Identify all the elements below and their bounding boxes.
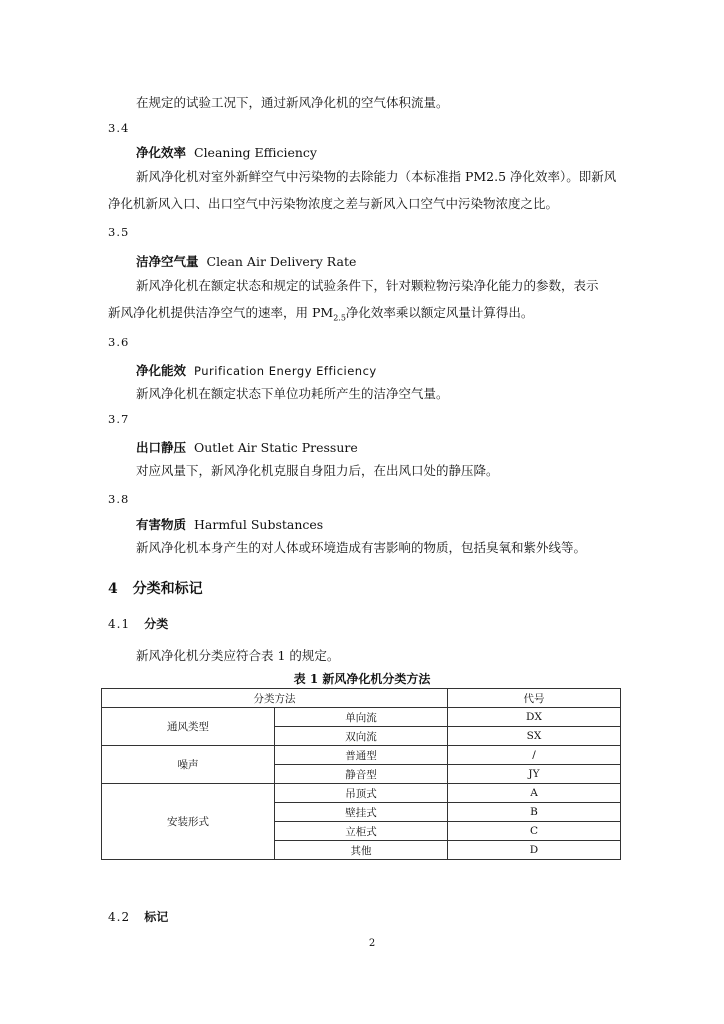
classification-table bbox=[101, 688, 621, 860]
chapter-number: 4 bbox=[108, 581, 118, 597]
term-en: Harmful Substances bbox=[194, 517, 324, 532]
definition-line: 新风净化机在额定状态和规定的试验条件下，针对颗粒物污染净化能力的参数，表示 bbox=[136, 278, 599, 293]
term-en: Clean Air Delivery Rate bbox=[206, 254, 357, 269]
code-cell: SX bbox=[448, 727, 621, 746]
code-cell: B bbox=[448, 803, 621, 822]
term-cn: 有害物质 bbox=[136, 517, 187, 532]
term-cn: 净化效率 bbox=[136, 145, 187, 160]
code-cell: DX bbox=[448, 708, 621, 727]
intro-line: 在规定的试验工况下，通过新风净化机的空气体积流量。 bbox=[136, 95, 449, 110]
definition-line: 新风净化机本身产生的对人体或环境造成有害影响的物质，包括臭氧和紫外线等。 bbox=[136, 540, 587, 555]
section-number: 3.7 bbox=[108, 412, 130, 426]
page-number: 2 bbox=[368, 938, 376, 949]
definition-text: 净化效率乘以额定风量计算得出。 bbox=[345, 305, 534, 320]
group-name: 噪声 bbox=[102, 746, 275, 784]
term-heading bbox=[136, 145, 317, 161]
subsection-number: 4.2 bbox=[108, 910, 131, 924]
section-number: 3.4 bbox=[108, 121, 130, 135]
code-cell: C bbox=[448, 822, 621, 841]
table-header-row bbox=[102, 689, 621, 708]
term-en: Outlet Air Static Pressure bbox=[194, 440, 358, 455]
table-row bbox=[102, 784, 621, 803]
term-en: Cleaning Efficiency bbox=[194, 145, 317, 160]
subsection-number: 4.1 bbox=[108, 617, 131, 631]
term-en: Purification Energy Efficiency bbox=[194, 364, 377, 378]
code-cell: D bbox=[448, 841, 621, 860]
table-caption: 表 1 新风净化机分类方法 bbox=[293, 672, 431, 686]
section-number: 3.8 bbox=[108, 492, 130, 506]
definition-line: 新风净化机在额定状态下单位功耗所产生的洁净空气量。 bbox=[136, 386, 449, 401]
group-name: 安装形式 bbox=[102, 784, 275, 860]
table-row bbox=[102, 746, 621, 765]
type-cell: 吊顶式 bbox=[275, 784, 448, 803]
subscript: 2.5 bbox=[333, 313, 346, 323]
chapter-heading bbox=[108, 578, 203, 598]
code-cell: JY bbox=[448, 765, 621, 784]
header-method: 分类方法 bbox=[102, 689, 448, 708]
code-cell: A bbox=[448, 784, 621, 803]
term-heading bbox=[136, 440, 358, 456]
subsection-heading bbox=[108, 908, 168, 925]
type-cell: 普通型 bbox=[275, 746, 448, 765]
type-cell: 单向流 bbox=[275, 708, 448, 727]
group-name: 通风类型 bbox=[102, 708, 275, 746]
chapter-title: 分类和标记 bbox=[132, 581, 203, 597]
paragraph: 新风净化机分类应符合表 1 的规定。 bbox=[136, 648, 340, 663]
type-cell: 双向流 bbox=[275, 727, 448, 746]
type-cell: 壁挂式 bbox=[275, 803, 448, 822]
term-heading bbox=[136, 363, 377, 379]
table-row bbox=[102, 708, 621, 727]
subsection-heading bbox=[108, 615, 168, 632]
definition-line bbox=[108, 305, 533, 327]
header-code: 代号 bbox=[448, 689, 621, 708]
type-cell: 静音型 bbox=[275, 765, 448, 784]
definition-line: 对应风量下，新风净化机克服自身阻力后，在出风口处的静压降。 bbox=[136, 463, 499, 478]
subsection-title: 分类 bbox=[144, 617, 169, 631]
term-heading bbox=[136, 517, 323, 533]
term-cn: 洁净空气量 bbox=[136, 254, 199, 269]
term-cn: 出口静压 bbox=[136, 440, 187, 455]
definition-text: 新风净化机提供洁净空气的速率，用 PM bbox=[108, 305, 334, 320]
type-cell: 其他 bbox=[275, 841, 448, 860]
type-cell: 立柜式 bbox=[275, 822, 448, 841]
section-number: 3.6 bbox=[108, 335, 130, 349]
term-cn: 净化能效 bbox=[136, 363, 187, 378]
definition-line: 新风净化机对室外新鲜空气中污染物的去除能力（本标准指 PM2.5 净化效率）。即新风 bbox=[136, 169, 617, 184]
code-cell: / bbox=[448, 746, 621, 765]
subsection-title: 标记 bbox=[144, 910, 169, 924]
term-heading bbox=[136, 254, 356, 270]
definition-line: 净化机新风入口、出口空气中污染物浓度之差与新风入口空气中污染物浓度之比。 bbox=[108, 196, 559, 211]
section-number: 3.5 bbox=[108, 225, 130, 239]
